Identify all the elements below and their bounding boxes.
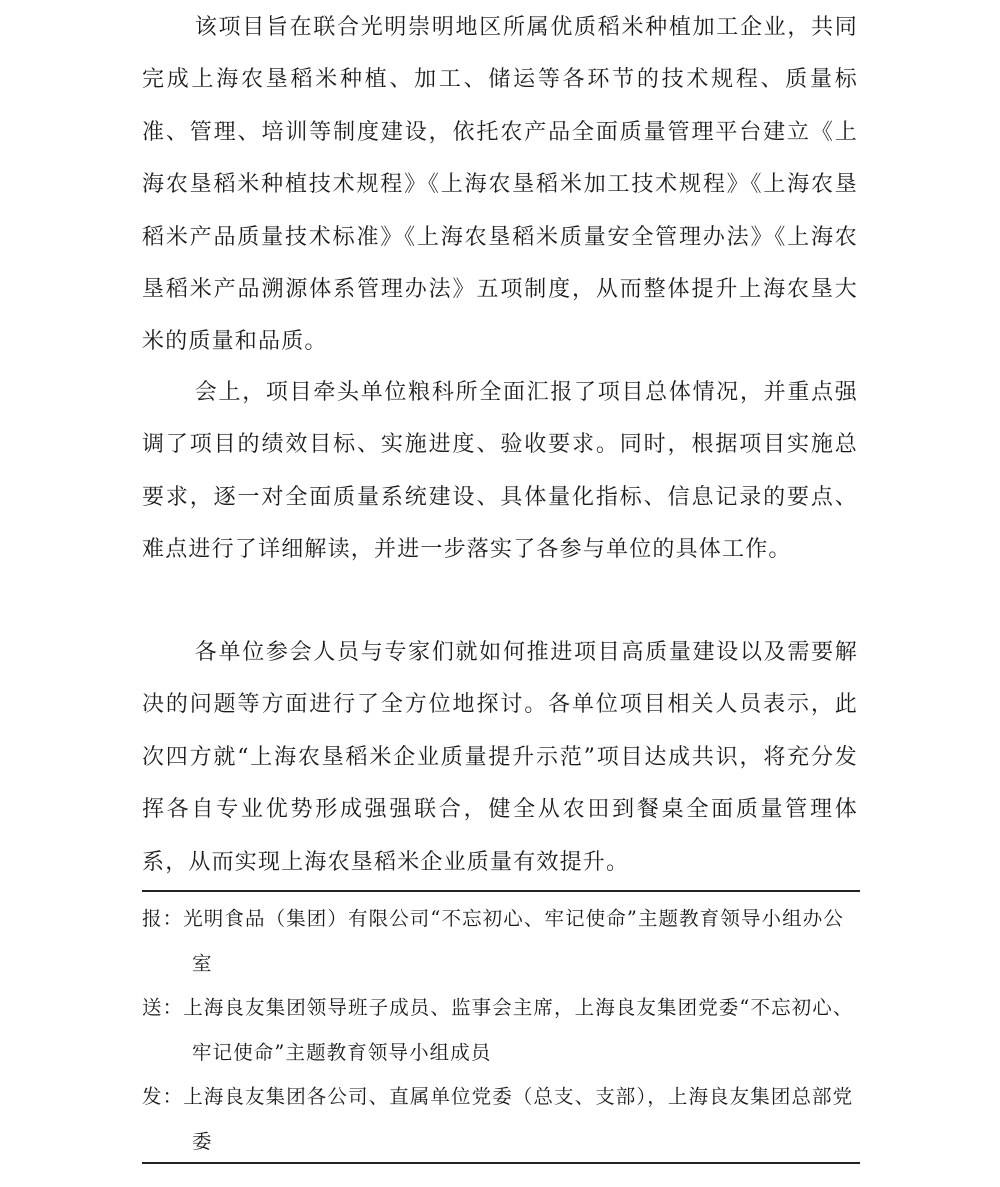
paragraph-text: 会上，项目牵头单位粮科所全面汇报了项目总体情况，并重点强调了项目的绩效目标、实施进度、验收要求。同时，根据项目实施总要求，逐一对全面质量系统建设、具体量化指标、信息记录的要点、难点进行了详细解读，并进一步落实了各参与单位的具体工作。 (142, 380, 858, 563)
paragraph-text: 各单位参会人员与专家们就如何推进项目高质量建设以及需要解决的问题等方面进行了全方位地探讨。各单位项目相关人员表示，此次四方就“上海农垦稻米企业质量提升示范”项目达成共识，将充分发挥各自专业优势形成强强联合，健全从农田到餐桌全面质量管理体系，从而实现上海农垦稻米企业质量有效提升。 (142, 640, 858, 875)
report-to-text: 光明食品（集团）有限公司“不忘初心、牢记使命”主题教育领导小组办公室 (183, 907, 844, 975)
body-paragraph-3 (142, 627, 858, 889)
body-paragraph-2 (142, 367, 858, 577)
send-to-text: 上海良友集团领导班子成员、监事会主席，上海良友集团党委“不忘初心、牢记使命”主题教育领导小组成员 (183, 996, 854, 1064)
distribution-issued-to (142, 1074, 860, 1164)
issued-to-text: 上海良友集团各公司、直属单位党委（总支、支部），上海良友集团总部党委 (183, 1085, 854, 1153)
send-to-label: 送： (142, 996, 184, 1019)
report-to-label: 报： (142, 907, 184, 930)
distribution-report-to (142, 896, 860, 986)
body-paragraph-1 (142, 2, 858, 369)
paragraph-text: 该项目旨在联合光明崇明地区所属优质稻米种植加工企业，共同完成上海农垦稻米种植、加工、储运等各环节的技术规程、质量标准、管理、培训等制度建设，依托农产品全面质量管理平台建立《上海农垦稻米种植技术规程》《上海农垦稻米加工技术规程》《上海农垦稻米产品质量技术标准》《上海农垦稻米质量安全管理办法》《上海农垦稻米产品溯源体系管理办法》五项制度，从而整体提升上海农垦大米的质量和品质。 (142, 15, 858, 355)
top-divider (142, 890, 860, 892)
document-page (142, 0, 858, 1187)
bottom-divider (142, 1162, 860, 1164)
distribution-send-to (142, 985, 860, 1075)
issued-to-label: 发： (142, 1085, 184, 1108)
